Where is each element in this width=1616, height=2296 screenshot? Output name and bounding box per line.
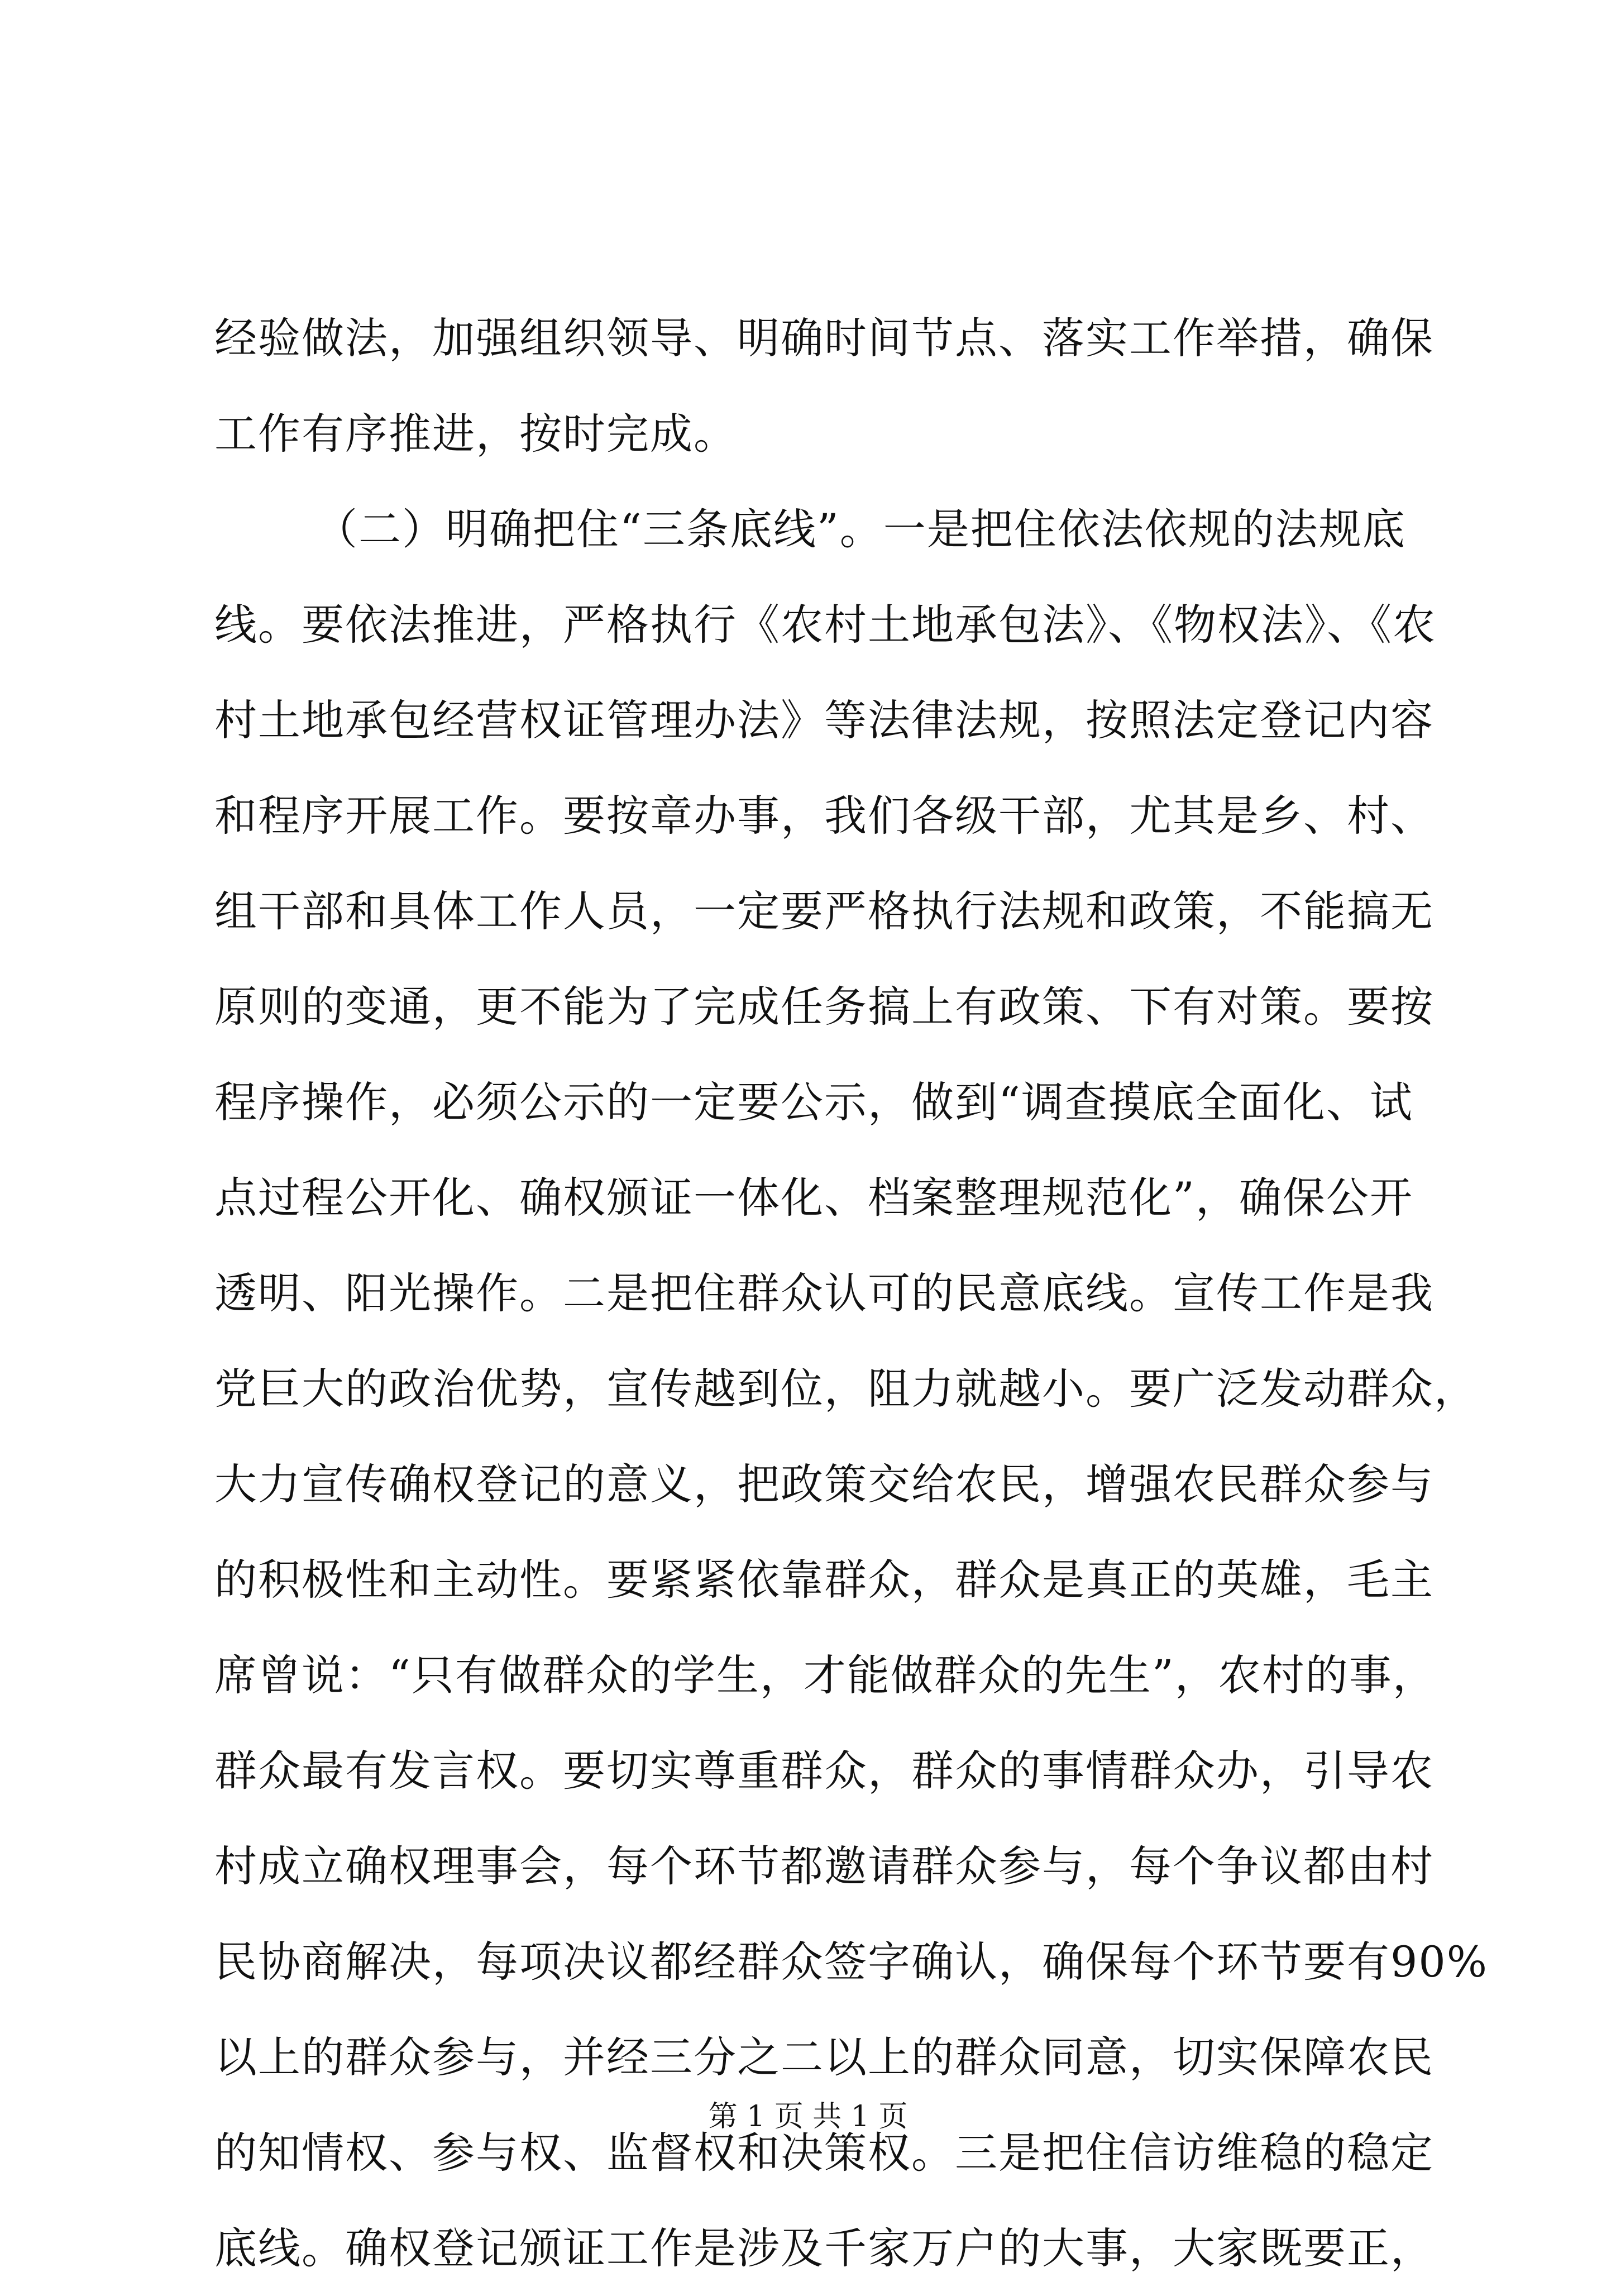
text-line: 透明、阳光操作。二是把住群众认可的民意底线。宣传工作是我	[214, 1268, 1434, 1318]
text-line: （二）明确把住“三条底线”。一是把住依法依规的法规底	[315, 504, 1406, 554]
text-line: 以上的群众参与，并经三分之二以上的群众同意，切实保障农民	[214, 2032, 1434, 2082]
text-line: 组干部和具体工作人员，一定要严格执行法规和政策，不能搞无	[214, 886, 1434, 936]
text-line: 程序操作，必须公示的一定要公示，做到“调查摸底全面化、试	[214, 1077, 1413, 1127]
text-line: 线。要依法推进，严格执行《农村土地承包法》、《物权法》、《农	[214, 600, 1436, 650]
text-line: 党巨大的政治优势，宣传越到位，阻力就越小。要广泛发动群众，	[214, 1364, 1478, 1414]
text-line: 席曾说：“只有做群众的学生，才能做群众的先生”，农村的事，	[214, 1650, 1436, 1700]
text-line: 村土地承包经营权证管理办法》等法律法规，按照法定登记内容	[214, 695, 1434, 745]
body-text	[214, 290, 1488, 2296]
text-line: 的积极性和主动性。要紧紧依靠群众，群众是真正的英雄，毛主	[214, 1555, 1434, 1605]
text-line: 群众最有发言权。要切实尊重群众，群众的事情群众办，引导农	[214, 1746, 1434, 1796]
text-line: 大力宣传确权登记的意义，把政策交给农民，增强农民群众参与	[214, 1459, 1434, 1509]
page-footer	[0, 2097, 1616, 2136]
text-line: 点过程公开化、确权颁证一体化、档案整理规范化”，确保公开	[214, 1173, 1413, 1223]
text-line: 的知情权、参与权、监督权和决策权。三是把住信访维稳的稳定	[214, 2128, 1434, 2178]
text-line: 工作有序推进，按时完成。	[214, 409, 737, 459]
text-line: 底线。确权登记颁证工作是涉及千家万户的大事，大家既要正，	[214, 2223, 1434, 2273]
text-line: 村成立确权理事会，每个环节都邀请群众参与，每个争议都由村	[214, 1841, 1434, 1891]
text-line: 经验做法，加强组织领导、明确时间节点、落实工作举措，确保	[214, 313, 1434, 363]
text-line: 原则的变通，更不能为了完成任务搞上有政策、下有对策。要按	[214, 982, 1434, 1032]
text-line: 和程序开展工作。要按章办事，我们各级干部，尤其是乡、村、	[214, 791, 1434, 841]
page-number-label: 第 1 页 共 1 页	[708, 2100, 908, 2133]
text-line: 民协商解决，每项决议都经群众签字确认，确保每个环节要有90%	[214, 1937, 1488, 1987]
